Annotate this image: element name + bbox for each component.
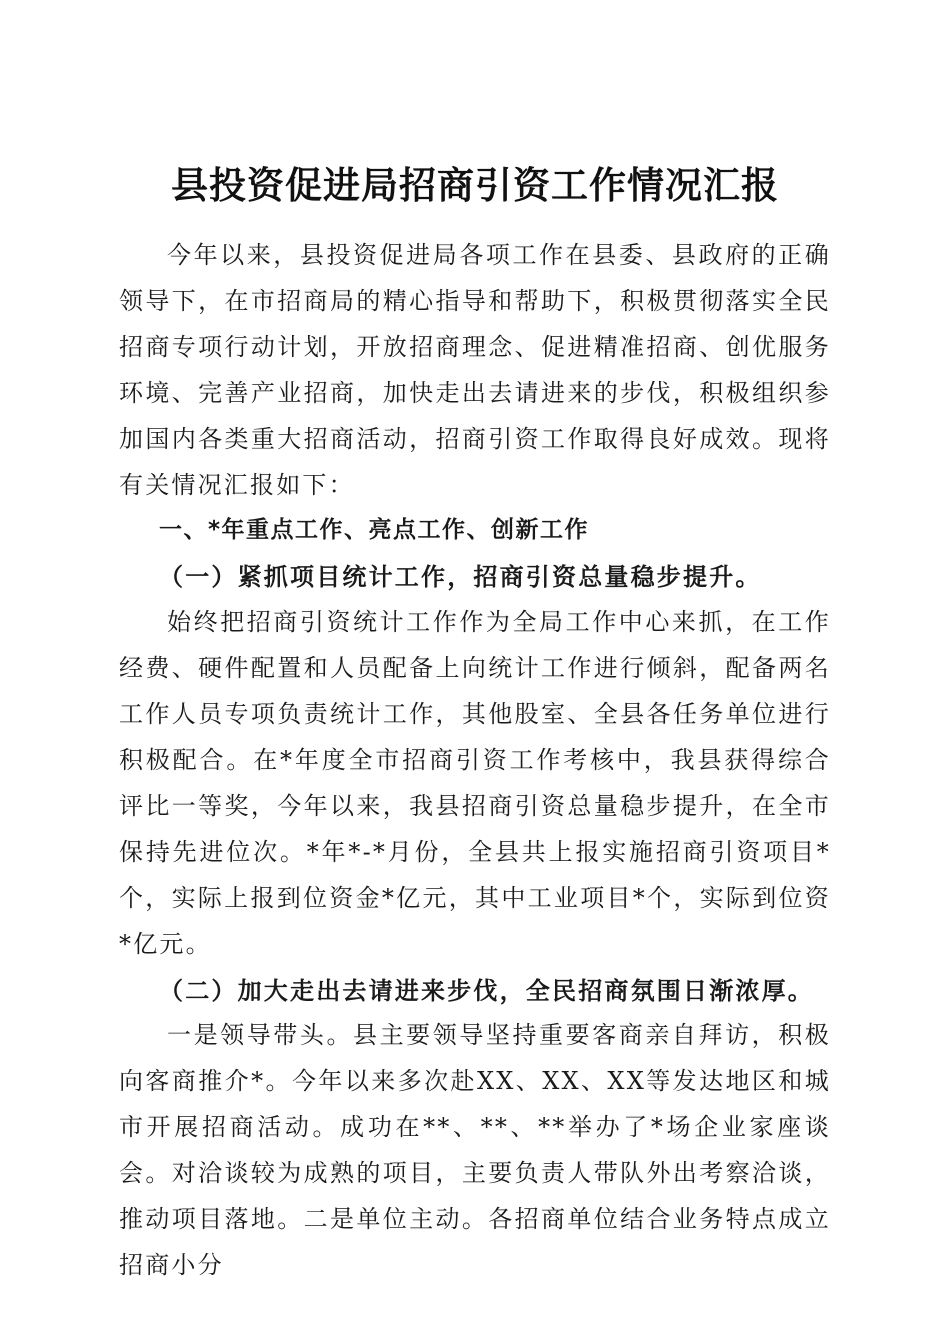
subsection-heading: （二）加大走出去请进来步伐，全民招商氛围日渐浓厚。 [159, 975, 814, 1005]
subsection-heading: （一）紧抓项目统计工作，招商引资总量稳步提升。 [159, 562, 762, 592]
body-paragraph: 一是领导带头。县主要领导坚持重要客商亲自拜访，积极向客商推介*。今年以来多次赴XX、XX、XX等发达地区和城市开展招商活动。成功在**、**、**举办了*场企业家座谈会。对洽谈较为成熟的项目，主要负责人带队外出考察洽谈，推动项目落地。二是单位主动。各招商单位结合业务特点成立招商小分 [119, 1021, 831, 1279]
section-heading: 一、*年重点工作、亮点工作、创新工作 [159, 517, 590, 544]
body-paragraph: 始终把招商引资统计工作作为全局工作中心来抓，在工作经费、硬件配置和人员配备上向统计工作进行倾斜，配备两名工作人员专项负责统计工作，其他股室、全县各任务单位进行积极配合。在*年度全市招商引资工作考核中，我县获得综合评比一等奖，今年以来，我县招商引资总量稳步提升，在全市保持先进位次。*年*-*月份，全县共上报实施招商引资项目*个，实际上报到位资金*亿元，其中工业项目*个，实际到位资*亿元。 [119, 608, 831, 958]
document-body [119, 233, 831, 1289]
document-title: 县投资促进局招商引资工作情况汇报 [171, 162, 779, 207]
intro-paragraph: 今年以来，县投资促进局各项工作在县委、县政府的正确领导下，在市招商局的精心指导和帮助下，积极贯彻落实全民招商专项行动计划，开放招商理念、促进精准招商、创优服务环境、完善产业招商，加快走出去请进来的步伐，积极组织参加国内各类重大招商活动，招商引资工作取得良好成效。现将有关情况汇报如下： [119, 241, 831, 499]
